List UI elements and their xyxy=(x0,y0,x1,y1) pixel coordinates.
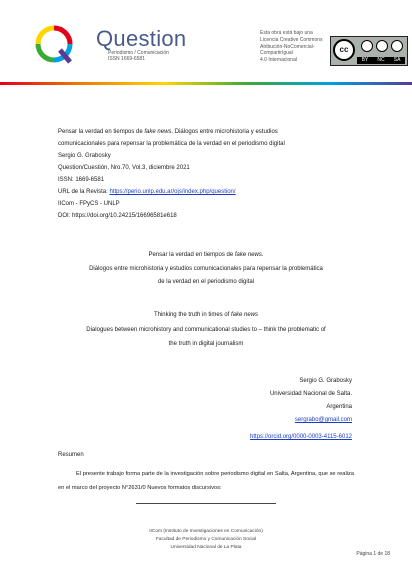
footer-university: Universidad Nacional de La Plata xyxy=(170,545,242,550)
citation-title-line1: Pensar la verdad en tiempos de fake news. Diálogos entre microhistoria y estudios xyxy=(58,129,278,135)
footer-faculty: Facultad de Periodismo y Comunicación Social xyxy=(155,537,257,542)
brand-subtitle: Periodismo / Comunicación xyxy=(108,50,169,56)
brand-issn: ISSN 1669-6581 xyxy=(108,56,145,62)
title-es-line3: de la verdad en el periodismo digital xyxy=(157,279,255,285)
header-color-bar xyxy=(0,82,412,85)
cc-icon: cc xyxy=(333,39,355,61)
journal-header xyxy=(0,0,412,82)
question-logo-icon xyxy=(34,24,74,64)
citation-doi[interactable]: DOI: https://doi.org/10.24215/16696581e618 xyxy=(58,213,177,219)
page-number: Página 1 de 18 xyxy=(356,551,390,557)
title-es-line2: Diálogos entre microhistoria y estudios comunicacionales para repensar la problemática xyxy=(89,266,323,272)
footer-institute: IICom (Instituto de Investigaciones en Comunicación) xyxy=(149,529,263,534)
footnote-divider xyxy=(136,503,276,504)
author-orcid-link[interactable]: https://orcid.org/0000-0003-4115-6012 xyxy=(250,434,352,440)
title-en-line3: the truth in digital journalism xyxy=(168,341,244,347)
sharealike-icon xyxy=(391,40,403,52)
brand-block xyxy=(96,28,186,62)
citation-title-line2: comunicacionales para repensar la problemática de la verdad en el periodismo digital xyxy=(58,141,285,147)
journal-url-link[interactable]: https://perio.unlp.edu.ar/ojs/index.php/question/ xyxy=(109,189,236,195)
author-country: Argentina xyxy=(326,404,352,410)
license-text: Esta obra está bajo una Licencia Creative Commons Atribución-NoComercial-CompartirIgual 4.0 Internacional xyxy=(260,30,323,64)
title-en-line2: Dialogues between microhistory and communicational studies to – think the problematic of xyxy=(86,327,326,333)
noncommercial-icon xyxy=(376,40,388,52)
author-email-link[interactable]: sergrabo@gmail.com xyxy=(294,417,352,423)
citation-journal: Question/Cuestión, Nro.70, Vol.3, diciembre 2021 xyxy=(58,165,190,171)
author-name: Sergio G. Grabosky xyxy=(299,378,352,384)
attribution-icon xyxy=(361,40,373,52)
author-affiliation: Universidad Nacional de Salta. xyxy=(269,391,352,397)
cc-labels: BY NC SA xyxy=(357,57,405,64)
title-en-line1: Thinking the truth in times of fake news xyxy=(153,312,259,318)
citation-url: URL de la Revista: https://perio.unlp.edu.ar/ojs/index.php/question/ xyxy=(58,189,236,195)
citation-icom: IICom - FPyCS - UNLP xyxy=(58,201,120,207)
abstract-text: El presente trabajo forma parte de la investigación sobre periodismo digital en Salta, Argentina, que se realiza en el marco del proyecto N°2631/0 Nuevos formatos discursivos: xyxy=(58,471,354,491)
title-es-line1: Pensar la verdad en tiempos de fake news. xyxy=(148,252,264,258)
abstract-heading: Resumen xyxy=(58,452,84,458)
brand-title: Question xyxy=(96,26,187,51)
citation-author: Sergio G. Grabosky xyxy=(58,153,111,159)
citation-issn: ISSN: 1669-6581 xyxy=(58,177,105,183)
page-footer xyxy=(130,528,282,552)
creative-commons-badge[interactable] xyxy=(330,36,408,66)
